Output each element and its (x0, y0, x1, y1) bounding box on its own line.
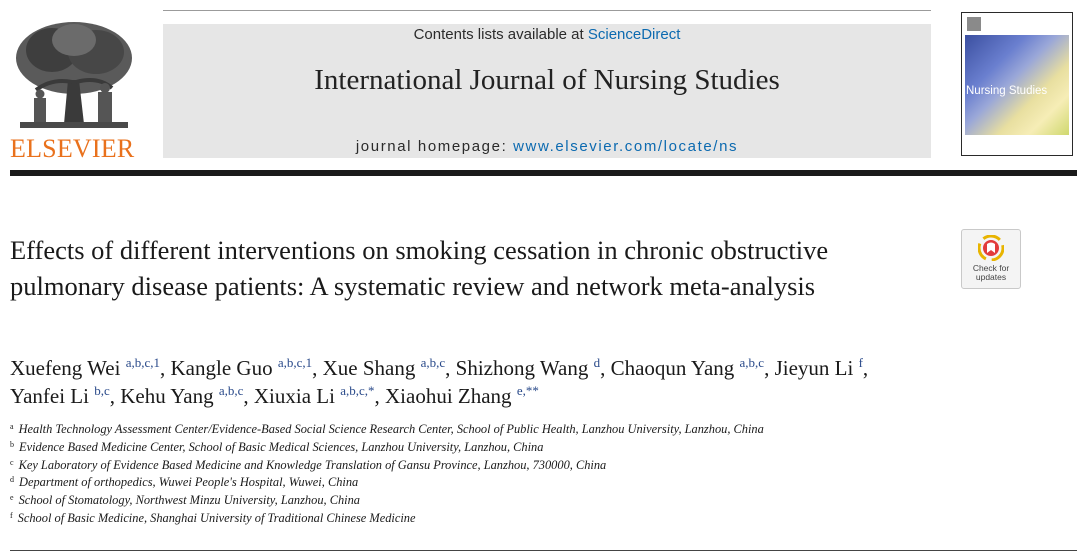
author[interactable] (10, 384, 110, 408)
author-name: Xue Shang (322, 356, 416, 380)
elsevier-tree-icon (12, 20, 136, 132)
section-divider (10, 550, 1077, 551)
affiliation-text: School of Basic Medicine, Shanghai University of Traditional Chinese Medicine (17, 510, 416, 525)
author[interactable] (10, 356, 160, 380)
author-name: Jieyun Li (774, 356, 854, 380)
author-affiliation-marker[interactable]: a,b,c (218, 383, 244, 398)
cover-publisher-icon (967, 17, 981, 31)
author[interactable] (323, 356, 446, 380)
affiliation-text: Health Technology Assessment Center/Evidence-Based Social Science Research Center, School of Public Health, Lanzhou University, Lanzhou, China (18, 422, 764, 436)
cover-title: Nursing Studies (966, 85, 1048, 97)
author[interactable] (120, 384, 243, 408)
author-affiliation-marker[interactable]: a,b,c,1 (277, 355, 313, 370)
homepage-link[interactable]: www.elsevier.com/locate/ns (513, 138, 739, 155)
author-list: Xuefeng Wei $^{a,b,c,1}$, Kangle Guo $^{a,b,c,1}$, Xue Shang $^{a,b,c}$, Shizhong Wang $^d$, Chaoqun Yang $^{a,b,c}$, Jieyun Li $^f$, Yanfei Li $^{b,c}$, Kehu Yang $^{a,b,c}$, Xiuxia Li $^{a,b,c,*}$, Xiaohui Zhang $^{e,**}$ (10, 355, 869, 408)
author[interactable] (611, 356, 764, 380)
affiliation-item (10, 439, 1070, 457)
elsevier-logo[interactable] (10, 20, 138, 163)
sciencedirect-link[interactable]: ScienceDirect (587, 26, 681, 43)
journal-masthead (163, 24, 931, 158)
affiliation-item (10, 474, 1070, 492)
affiliation-text: Department of orthopedics, Wuwei People's Hospital, Wuwei, China (19, 475, 359, 490)
homepage-line (163, 138, 931, 155)
author-name: Xiuxia Li (253, 384, 335, 408)
author-affiliation-marker[interactable]: e,** (516, 383, 539, 398)
author-affiliation-marker[interactable]: a,b,c,* (340, 383, 375, 398)
author-affiliation-marker[interactable]: a,b,c,1 (125, 355, 161, 370)
affiliation-item (10, 421, 1070, 439)
author-name: Shizhong Wang (455, 356, 589, 380)
affiliation-key: f (10, 510, 13, 520)
author[interactable] (456, 356, 600, 380)
affiliation-key: a (10, 422, 14, 431)
author[interactable] (775, 356, 863, 380)
check-for-updates-label (962, 264, 1020, 282)
affiliation-key: c (10, 457, 14, 467)
author[interactable] (171, 356, 313, 380)
author-name: Kangle Guo (170, 356, 273, 380)
journal-header (0, 0, 1080, 178)
contents-line (163, 26, 931, 43)
affiliation-list (10, 421, 1070, 528)
author[interactable] (254, 384, 375, 408)
elsevier-wordmark: ELSEVIER (10, 134, 135, 163)
check-label-line1: Check for (972, 263, 1010, 273)
author-affiliation-marker[interactable]: b,c (94, 383, 110, 398)
affiliation-item (10, 492, 1070, 510)
author-name: Xuefeng Wei (10, 356, 121, 380)
masthead-top-rule (163, 10, 931, 11)
header-rule (10, 170, 1077, 176)
author-affiliation-marker[interactable]: d (593, 355, 601, 370)
affiliation-text: School of Stomatology, Northwest Minzu University, Lanzhou, China (18, 493, 360, 508)
author-affiliation-marker[interactable]: a,b,c (420, 355, 446, 370)
affiliation-key: d (10, 475, 14, 485)
check-label-line2: updates (975, 272, 1007, 282)
author-name: Kehu Yang (120, 384, 214, 408)
journal-title[interactable]: International Journal of Nursing Studies (314, 64, 780, 96)
author-affiliation-marker[interactable]: f (858, 355, 863, 370)
author-name: Yanfei Li (10, 384, 89, 408)
affiliation-key: b (10, 439, 14, 449)
author-affiliation-marker[interactable]: a,b,c (739, 355, 765, 370)
affiliation-text: Evidence Based Medicine Center, School of Basic Medical Sciences, Lanzhou University, Lanzhou, China (19, 439, 544, 454)
check-for-updates-button[interactable] (961, 229, 1021, 289)
homepage-prefix: journal homepage: (355, 138, 514, 155)
author-name: Chaoqun Yang (610, 356, 735, 380)
affiliation-item (10, 457, 1070, 475)
author[interactable] (385, 384, 539, 408)
author-name: Xiaohui Zhang (385, 384, 512, 408)
contents-prefix: Contents lists available at (413, 26, 588, 43)
check-for-updates-icon (978, 235, 1004, 261)
affiliation-item (10, 510, 1070, 528)
affiliation-text: Key Laboratory of Evidence Based Medicine and Knowledge Translation of Gansu Province, Lanzhou, 730000, China (18, 457, 607, 472)
journal-cover[interactable] (961, 12, 1073, 156)
article-title: Effects of different interventions on smoking cessation in chronic obstructive pulmonary disease patients: A systematic review and network meta-analysis (10, 235, 829, 301)
affiliation-key: e (10, 493, 14, 503)
